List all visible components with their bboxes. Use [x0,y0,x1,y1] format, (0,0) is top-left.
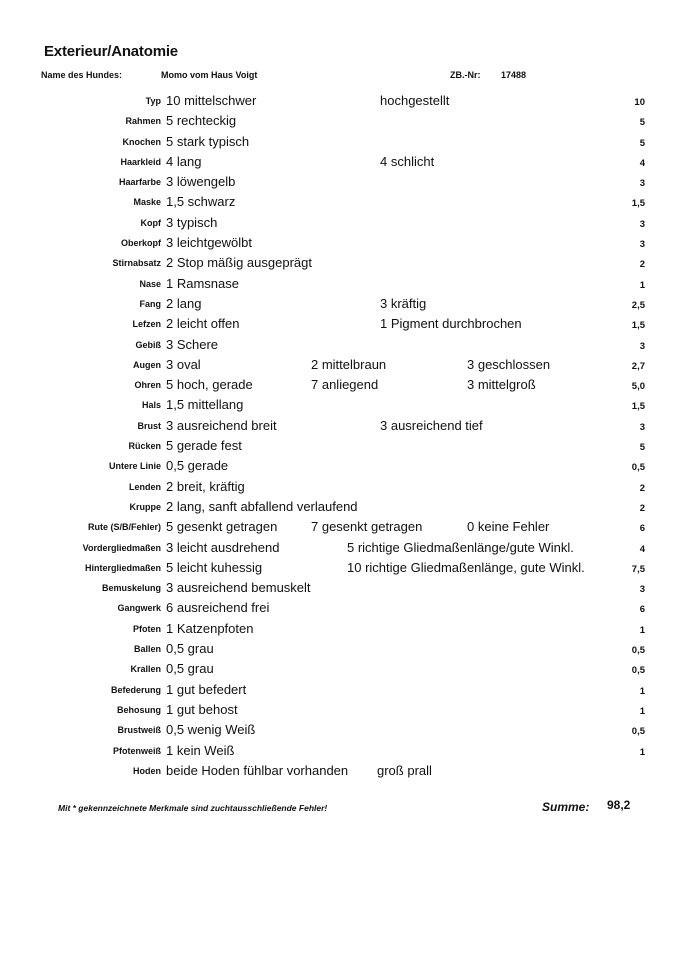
page-title: Exterieur/Anatomie [44,43,178,60]
trait-value-1: 1 gut behost [166,701,238,717]
trait-label: Befederung [110,684,161,695]
trait-score: 2,5 [631,299,645,311]
trait-score: 5 [639,137,645,149]
trait-row [0,396,695,416]
trait-label: Typ [145,96,161,106]
trait-row [0,498,695,518]
trait-label: Rute (S/B/Fehler) [87,522,161,533]
trait-label: Rahmen [125,116,161,127]
trait-value-1: 5 gerade fest [166,438,242,454]
trait-value-1: 1,5 schwarz [166,194,236,210]
trait-label: Haarkleid [120,156,161,167]
trait-value-1: 3 typisch [166,214,218,230]
trait-score: 0,5 [631,462,645,474]
trait-score: 1 [639,624,645,636]
trait-label: Nase [139,278,161,289]
trait-score: 0,5 [631,645,645,657]
trait-row [0,417,695,437]
trait-label: Brustweiß [117,725,161,736]
trait-row [0,112,695,132]
trait-label: Lefzen [132,319,161,330]
trait-label: Hintergliedmaßen [84,562,161,573]
trait-row [0,214,695,234]
trait-value-2: 5 richtige Gliedmaßenlänge/gute Winkl. [347,539,574,555]
trait-score: 2 [639,482,645,494]
trait-value-1: 3 Schere [166,336,219,352]
trait-score: 1,5 [631,320,645,332]
trait-value-2: groß prall [377,762,432,778]
trait-label: Ohren [134,380,161,391]
sum-value: 98,2 [607,798,631,812]
zb-number-label: ZB.-Nr: [450,70,481,80]
trait-label: Lenden [128,481,161,492]
trait-row [0,721,695,741]
trait-label: Pfotenweiß [112,745,161,756]
trait-score: 3 [639,340,645,352]
trait-score: 7,5 [631,563,645,575]
trait-label: Kruppe [129,501,161,512]
trait-value-1: 2 breit, kräftig [166,478,245,494]
trait-score: 3 [639,178,645,190]
trait-value-2: 10 richtige Gliedmaßenlänge, gute Winkl. [347,559,585,575]
trait-value-3: 3 geschlossen [467,356,551,372]
trait-value-1: 0,5 gerade [166,458,229,474]
trait-value-1: 1 gut befedert [166,681,247,697]
trait-value-1: 0,5 grau [166,641,214,657]
trait-row [0,173,695,193]
trait-value-2: 1 Pigment durchbrochen [380,316,522,332]
trait-value-1: 1 Katzenpfoten [166,620,254,636]
trait-label: Knochen [122,136,161,147]
trait-value-2: hochgestellt [380,93,450,108]
trait-score: 3 [639,421,645,433]
trait-value-1: 5 rechteckig [166,113,237,129]
trait-table [0,92,695,782]
trait-value-2: 3 kräftig [380,295,427,311]
trait-value-1: 1 Ramsnase [166,275,239,291]
trait-row [0,579,695,599]
trait-score: 3 [639,239,645,251]
trait-value-1: 5 gesenkt getragen [166,519,278,535]
sum-label: Summe: [542,800,590,814]
trait-value-2: 7 gesenkt getragen [311,519,423,535]
trait-value-1: 2 lang, sanft abfallend verlaufend [166,498,358,514]
trait-value-1: 2 lang [166,295,202,311]
trait-row [0,742,695,762]
trait-label: Ballen [133,644,161,655]
trait-row [0,660,695,680]
trait-row [0,478,695,498]
trait-score: 5 [639,442,645,454]
trait-row [0,762,695,782]
trait-row [0,620,695,640]
trait-row [0,295,695,315]
trait-value-2: 7 anliegend [311,377,379,393]
trait-score: 2 [639,259,645,271]
trait-label: Hals [141,400,161,411]
trait-label: Behosung [117,704,161,715]
trait-value-3: 0 keine Fehler [467,519,550,535]
dog-name-label: Name des Hundes: [41,70,123,80]
trait-label: Pfoten [133,623,161,634]
trait-row [0,92,695,112]
trait-score: 1 [639,746,645,758]
trait-label: Stirnabsatz [112,258,161,269]
trait-value-2: 3 ausreichend tief [380,417,483,433]
trait-value-1: 1,5 mittellang [166,397,244,413]
trait-score: 6 [639,523,645,535]
trait-row [0,254,695,274]
trait-score: 0,5 [631,726,645,738]
footnote: Mit * gekennzeichnete Merkmale sind zuchtausschließende Fehler! [58,803,328,813]
trait-score: 1 [639,705,645,717]
trait-row [0,681,695,701]
trait-score: 4 [639,157,645,169]
trait-score: 2 [639,502,645,514]
trait-row [0,437,695,457]
trait-score: 3 [639,218,645,230]
trait-label: Maske [133,197,161,208]
trait-value-1: 3 leicht ausdrehend [166,539,280,555]
trait-label: Kopf [140,217,161,228]
trait-label: Augen [133,359,161,370]
trait-score: 1 [639,279,645,291]
trait-row [0,315,695,335]
trait-score: 1,5 [631,401,645,413]
trait-row [0,193,695,213]
trait-value-2: 2 mittelbraun [311,356,387,372]
trait-row [0,457,695,477]
trait-value-1: 3 ausreichend bemuskelt [166,580,311,596]
trait-value-1: 5 leicht kuhessig [166,559,263,575]
trait-value-1: 1 kein Weiß [166,742,235,758]
trait-value-1: 0,5 wenig Weiß [166,722,256,738]
trait-score: 0,5 [631,665,645,677]
trait-row [0,153,695,173]
trait-value-1: 3 oval [166,356,201,372]
trait-label: Untere Linie [108,461,161,472]
trait-value-1: 10 mittelschwer [166,93,257,108]
trait-row [0,133,695,153]
trait-score: 5 [639,117,645,129]
trait-row [0,640,695,660]
trait-label: Oberkopf [120,238,161,249]
trait-value-1: 3 leichtgewölbt [166,235,252,251]
trait-row [0,518,695,538]
trait-label: Hoden [133,765,161,776]
trait-row [0,701,695,721]
trait-score: 10 [634,97,645,108]
trait-value-1: 5 hoch, gerade [166,377,253,393]
trait-score: 2,7 [631,360,645,372]
trait-label: Vordergliedmaßen [82,542,161,553]
zb-number: 17488 [501,70,527,80]
trait-value-1: 3 ausreichend breit [166,417,277,433]
trait-row [0,234,695,254]
trait-value-1: 6 ausreichend frei [166,600,270,616]
trait-row [0,376,695,396]
trait-label: Gebiß [135,339,161,350]
trait-value-1: 2 Stop mäßig ausgeprägt [166,255,312,271]
trait-value-1: 4 lang [166,153,202,169]
trait-label: Krallen [130,664,161,675]
trait-value-1: beide Hoden fühlbar vorhanden [166,762,349,778]
trait-score: 6 [639,604,645,616]
trait-score: 5,0 [631,381,645,393]
trait-label: Bemuskelung [101,583,161,594]
trait-row [0,356,695,376]
trait-value-3: 3 mittelgroß [467,377,536,393]
trait-value-1: 0,5 grau [166,661,214,677]
trait-row [0,559,695,579]
trait-label: Rücken [128,441,161,452]
trait-score: 4 [639,543,645,555]
trait-label: Fang [139,298,161,309]
trait-value-1: 3 löwengelb [166,174,236,190]
trait-value-1: 5 stark typisch [166,133,250,149]
trait-value-1: 2 leicht offen [166,316,240,332]
dog-name: Momo vom Haus Voigt [161,70,258,80]
trait-label: Gangwerk [117,603,161,614]
trait-score: 3 [639,584,645,596]
trait-score: 1,5 [631,198,645,210]
trait-label: Brust [137,420,161,431]
trait-label: Haarfarbe [118,177,161,188]
trait-row [0,275,695,295]
trait-row [0,336,695,356]
trait-value-2: 4 schlicht [380,153,435,169]
trait-row [0,539,695,559]
trait-row [0,599,695,619]
trait-score: 1 [639,685,645,697]
